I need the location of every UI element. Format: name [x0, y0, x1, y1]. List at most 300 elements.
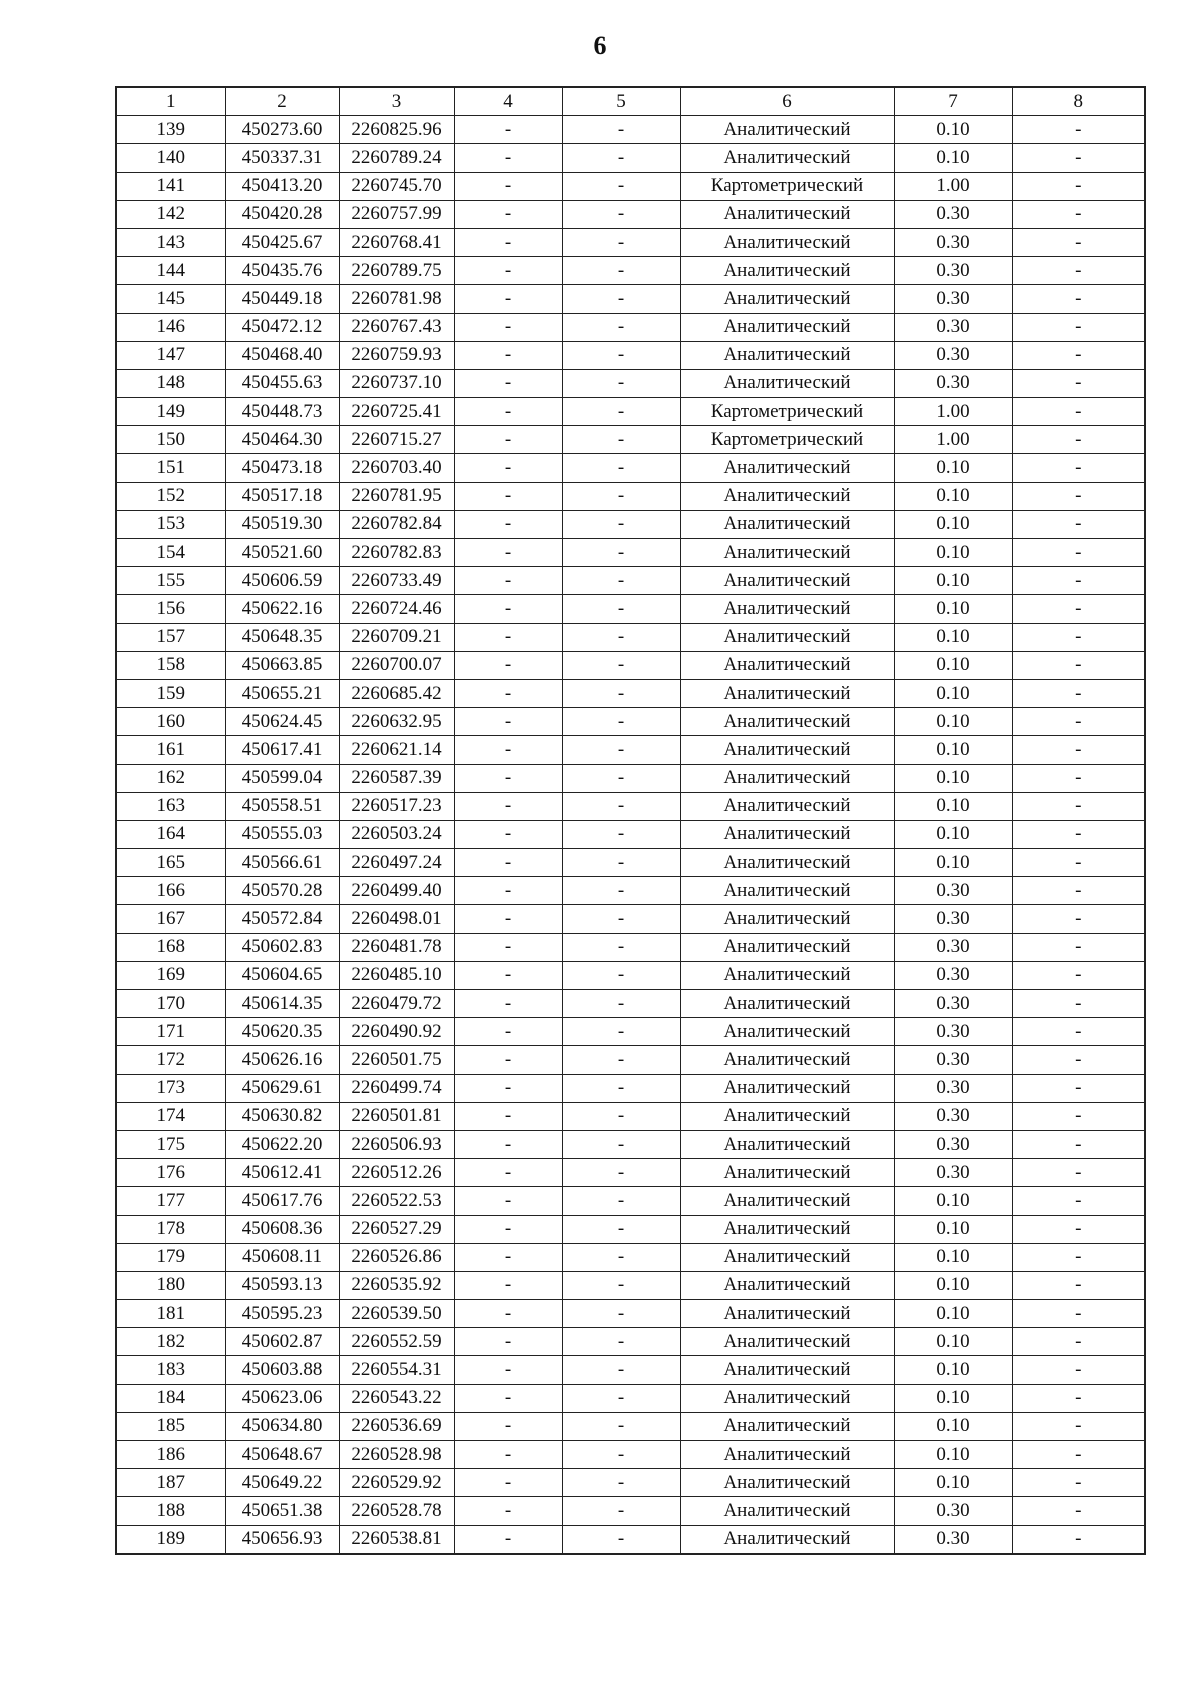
- table-cell-col-point-number: 180: [116, 1271, 225, 1299]
- table-cell-col-method: Аналитический: [680, 1130, 894, 1158]
- table-cell-col-5: -: [562, 1497, 680, 1525]
- table-cell-col-point-number: 164: [116, 820, 225, 848]
- table-cell-col-accuracy: 0.10: [894, 1412, 1012, 1440]
- table-cell-col-4: -: [454, 990, 562, 1018]
- table-row: [116, 398, 1145, 426]
- table-row: [116, 144, 1145, 172]
- table-cell-col-point-number: 175: [116, 1130, 225, 1158]
- table-cell-col-y-coordinate: 2260781.98: [339, 285, 454, 313]
- table-cell-col-8: -: [1012, 1356, 1145, 1384]
- table-row: [116, 567, 1145, 595]
- table-cell-col-5: -: [562, 228, 680, 256]
- table-cell-col-8: -: [1012, 144, 1145, 172]
- table-cell-col-5: -: [562, 116, 680, 144]
- table-row: [116, 764, 1145, 792]
- table-cell-col-accuracy: 0.10: [894, 1215, 1012, 1243]
- table-cell-col-method: Аналитический: [680, 1215, 894, 1243]
- table-cell-col-5: -: [562, 341, 680, 369]
- table-cell-col-accuracy: 0.30: [894, 228, 1012, 256]
- table-row: [116, 200, 1145, 228]
- table-cell-col-4: -: [454, 285, 562, 313]
- table-cell-col-x-coordinate: 450620.35: [225, 1018, 339, 1046]
- table-cell-col-x-coordinate: 450629.61: [225, 1074, 339, 1102]
- table-cell-col-5: -: [562, 990, 680, 1018]
- table-cell-col-method: Аналитический: [680, 369, 894, 397]
- table-cell-col-point-number: 187: [116, 1469, 225, 1497]
- table-cell-col-accuracy: 0.30: [894, 961, 1012, 989]
- table-cell-col-x-coordinate: 450622.20: [225, 1130, 339, 1158]
- table-cell-col-8: -: [1012, 933, 1145, 961]
- table-cell-col-accuracy: 0.30: [894, 313, 1012, 341]
- table-cell-col-8: -: [1012, 539, 1145, 567]
- table-cell-col-method: Аналитический: [680, 990, 894, 1018]
- table-cell-col-4: -: [454, 1159, 562, 1187]
- table-cell-col-method: Картометрический: [680, 172, 894, 200]
- table-row: [116, 651, 1145, 679]
- table-cell-col-accuracy: 0.30: [894, 257, 1012, 285]
- table-cell-col-8: -: [1012, 1441, 1145, 1469]
- table-cell-col-method: Аналитический: [680, 1102, 894, 1130]
- table-cell-col-4: -: [454, 1187, 562, 1215]
- table-cell-col-5: -: [562, 1469, 680, 1497]
- table-cell-col-accuracy: 0.10: [894, 1328, 1012, 1356]
- table-cell-col-4: -: [454, 961, 562, 989]
- table-cell-col-method: Аналитический: [680, 1384, 894, 1412]
- table-cell-col-accuracy: 0.10: [894, 510, 1012, 538]
- table-cell-col-4: -: [454, 1469, 562, 1497]
- table-cell-col-point-number: 170: [116, 990, 225, 1018]
- table-row: [116, 792, 1145, 820]
- header-cell-col-4: 4: [454, 87, 562, 116]
- table-cell-col-5: -: [562, 285, 680, 313]
- table-cell-col-8: -: [1012, 820, 1145, 848]
- table-cell-col-method: Аналитический: [680, 567, 894, 595]
- table-row: [116, 426, 1145, 454]
- table-cell-col-4: -: [454, 1441, 562, 1469]
- table-cell-col-accuracy: 0.10: [894, 144, 1012, 172]
- table-cell-col-y-coordinate: 2260517.23: [339, 792, 454, 820]
- table-cell-col-method: Аналитический: [680, 1412, 894, 1440]
- table-cell-col-x-coordinate: 450656.93: [225, 1525, 339, 1554]
- table-cell-col-point-number: 179: [116, 1243, 225, 1271]
- table-cell-col-accuracy: 0.30: [894, 1497, 1012, 1525]
- table-cell-col-y-coordinate: 2260506.93: [339, 1130, 454, 1158]
- table-header-row: [116, 87, 1145, 116]
- table-cell-col-4: -: [454, 679, 562, 707]
- table-cell-col-x-coordinate: 450630.82: [225, 1102, 339, 1130]
- table-cell-col-x-coordinate: 450602.87: [225, 1328, 339, 1356]
- table-row: [116, 1018, 1145, 1046]
- table-cell-col-4: -: [454, 1243, 562, 1271]
- table-row: [116, 679, 1145, 707]
- table-cell-col-5: -: [562, 1328, 680, 1356]
- table-cell-col-8: -: [1012, 849, 1145, 877]
- table-cell-col-x-coordinate: 450622.16: [225, 595, 339, 623]
- table-cell-col-accuracy: 0.10: [894, 1187, 1012, 1215]
- table-cell-col-x-coordinate: 450566.61: [225, 849, 339, 877]
- table-cell-col-point-number: 174: [116, 1102, 225, 1130]
- table-cell-col-x-coordinate: 450649.22: [225, 1469, 339, 1497]
- table-cell-col-x-coordinate: 450464.30: [225, 426, 339, 454]
- table-row: [116, 1159, 1145, 1187]
- table-cell-col-accuracy: 0.30: [894, 1130, 1012, 1158]
- table-cell-col-method: Аналитический: [680, 651, 894, 679]
- table-cell-col-4: -: [454, 510, 562, 538]
- table-cell-col-y-coordinate: 2260621.14: [339, 736, 454, 764]
- table-cell-col-8: -: [1012, 1187, 1145, 1215]
- table-cell-col-5: -: [562, 792, 680, 820]
- table-cell-col-y-coordinate: 2260737.10: [339, 369, 454, 397]
- table-cell-col-accuracy: 0.30: [894, 905, 1012, 933]
- table-row: [116, 228, 1145, 256]
- table-cell-col-accuracy: 0.10: [894, 116, 1012, 144]
- table-cell-col-x-coordinate: 450663.85: [225, 651, 339, 679]
- table-cell-col-point-number: 162: [116, 764, 225, 792]
- table-cell-col-8: -: [1012, 1130, 1145, 1158]
- table-cell-col-method: Аналитический: [680, 1497, 894, 1525]
- table-cell-col-point-number: 186: [116, 1441, 225, 1469]
- table-cell-col-8: -: [1012, 1102, 1145, 1130]
- table-cell-col-accuracy: 0.10: [894, 679, 1012, 707]
- table-cell-col-point-number: 188: [116, 1497, 225, 1525]
- table-row: [116, 595, 1145, 623]
- table-cell-col-4: -: [454, 116, 562, 144]
- table-cell-col-accuracy: 0.30: [894, 877, 1012, 905]
- table-cell-col-8: -: [1012, 369, 1145, 397]
- table-cell-col-5: -: [562, 1243, 680, 1271]
- table-cell-col-8: -: [1012, 200, 1145, 228]
- table-cell-col-5: -: [562, 510, 680, 538]
- table-cell-col-y-coordinate: 2260538.81: [339, 1525, 454, 1554]
- table-cell-col-8: -: [1012, 877, 1145, 905]
- table-cell-col-point-number: 146: [116, 313, 225, 341]
- table-cell-col-y-coordinate: 2260789.24: [339, 144, 454, 172]
- table-cell-col-4: -: [454, 539, 562, 567]
- table-cell-col-method: Аналитический: [680, 933, 894, 961]
- table-cell-col-method: Аналитический: [680, 1046, 894, 1074]
- table-cell-col-accuracy: 0.30: [894, 990, 1012, 1018]
- table-cell-col-point-number: 158: [116, 651, 225, 679]
- table-cell-col-5: -: [562, 567, 680, 595]
- table-cell-col-method: Аналитический: [680, 285, 894, 313]
- table-cell-col-accuracy: 0.10: [894, 567, 1012, 595]
- table-cell-col-y-coordinate: 2260725.41: [339, 398, 454, 426]
- table-cell-col-point-number: 166: [116, 877, 225, 905]
- coordinates-table: [115, 86, 1146, 1555]
- table-cell-col-x-coordinate: 450420.28: [225, 200, 339, 228]
- header-cell-col-accuracy: 7: [894, 87, 1012, 116]
- table-cell-col-accuracy: 0.10: [894, 708, 1012, 736]
- table-cell-col-5: -: [562, 172, 680, 200]
- table-cell-col-point-number: 153: [116, 510, 225, 538]
- table-cell-col-x-coordinate: 450337.31: [225, 144, 339, 172]
- table-cell-col-accuracy: 0.30: [894, 1102, 1012, 1130]
- table-cell-col-x-coordinate: 450468.40: [225, 341, 339, 369]
- table-cell-col-y-coordinate: 2260733.49: [339, 567, 454, 595]
- table-cell-col-8: -: [1012, 228, 1145, 256]
- table-cell-col-8: -: [1012, 990, 1145, 1018]
- table-cell-col-5: -: [562, 933, 680, 961]
- table-cell-col-x-coordinate: 450455.63: [225, 369, 339, 397]
- table-cell-col-x-coordinate: 450521.60: [225, 539, 339, 567]
- table-cell-col-4: -: [454, 933, 562, 961]
- table-cell-col-5: -: [562, 961, 680, 989]
- table-cell-col-x-coordinate: 450599.04: [225, 764, 339, 792]
- table-cell-col-4: -: [454, 454, 562, 482]
- table-cell-col-5: -: [562, 1271, 680, 1299]
- table-cell-col-4: -: [454, 228, 562, 256]
- table-cell-col-accuracy: 0.10: [894, 736, 1012, 764]
- table-cell-col-5: -: [562, 398, 680, 426]
- table-cell-col-y-coordinate: 2260789.75: [339, 257, 454, 285]
- table-row: [116, 1441, 1145, 1469]
- table-cell-col-point-number: 156: [116, 595, 225, 623]
- table-cell-col-y-coordinate: 2260497.24: [339, 849, 454, 877]
- table-row: [116, 877, 1145, 905]
- table-cell-col-8: -: [1012, 341, 1145, 369]
- table-cell-col-x-coordinate: 450617.41: [225, 736, 339, 764]
- table-cell-col-method: Аналитический: [680, 961, 894, 989]
- table-cell-col-4: -: [454, 172, 562, 200]
- table-row: [116, 313, 1145, 341]
- table-cell-col-5: -: [562, 426, 680, 454]
- table-cell-col-x-coordinate: 450595.23: [225, 1300, 339, 1328]
- table-cell-col-accuracy: 0.30: [894, 285, 1012, 313]
- table-cell-col-y-coordinate: 2260526.86: [339, 1243, 454, 1271]
- table-cell-col-method: Аналитический: [680, 257, 894, 285]
- table-cell-col-method: Аналитический: [680, 595, 894, 623]
- table-cell-col-method: Аналитический: [680, 623, 894, 651]
- table-cell-col-method: Аналитический: [680, 820, 894, 848]
- table-cell-col-method: Аналитический: [680, 1469, 894, 1497]
- table-cell-col-8: -: [1012, 1469, 1145, 1497]
- table-cell-col-y-coordinate: 2260528.78: [339, 1497, 454, 1525]
- table-cell-col-5: -: [562, 200, 680, 228]
- table-cell-col-4: -: [454, 764, 562, 792]
- table-cell-col-point-number: 185: [116, 1412, 225, 1440]
- table-cell-col-accuracy: 0.10: [894, 1300, 1012, 1328]
- table-cell-col-8: -: [1012, 1046, 1145, 1074]
- table-cell-col-5: -: [562, 877, 680, 905]
- table-cell-col-point-number: 168: [116, 933, 225, 961]
- table-cell-col-method: Аналитический: [680, 539, 894, 567]
- table-cell-col-5: -: [562, 1300, 680, 1328]
- table-row: [116, 1102, 1145, 1130]
- table-cell-col-accuracy: 0.30: [894, 1159, 1012, 1187]
- table-cell-col-5: -: [562, 679, 680, 707]
- table-cell-col-accuracy: 0.30: [894, 933, 1012, 961]
- table-cell-col-point-number: 139: [116, 116, 225, 144]
- table-cell-col-y-coordinate: 2260767.43: [339, 313, 454, 341]
- table-cell-col-method: Аналитический: [680, 679, 894, 707]
- table-cell-col-accuracy: 0.10: [894, 1441, 1012, 1469]
- table-cell-col-point-number: 159: [116, 679, 225, 707]
- table-cell-col-point-number: 182: [116, 1328, 225, 1356]
- table-cell-col-8: -: [1012, 961, 1145, 989]
- table-row: [116, 285, 1145, 313]
- table-cell-col-y-coordinate: 2260535.92: [339, 1271, 454, 1299]
- table-cell-col-5: -: [562, 1356, 680, 1384]
- table-cell-col-x-coordinate: 450624.45: [225, 708, 339, 736]
- table-cell-col-accuracy: 0.10: [894, 764, 1012, 792]
- table-header: [116, 87, 1145, 116]
- table-row: [116, 905, 1145, 933]
- table-cell-col-method: Аналитический: [680, 1525, 894, 1554]
- table-cell-col-4: -: [454, 1130, 562, 1158]
- table-cell-col-accuracy: 0.10: [894, 1469, 1012, 1497]
- table-cell-col-accuracy: 0.10: [894, 539, 1012, 567]
- table-cell-col-point-number: 147: [116, 341, 225, 369]
- table-cell-col-y-coordinate: 2260825.96: [339, 116, 454, 144]
- table-cell-col-5: -: [562, 257, 680, 285]
- table-cell-col-y-coordinate: 2260522.53: [339, 1187, 454, 1215]
- table-cell-col-8: -: [1012, 1525, 1145, 1554]
- table-cell-col-x-coordinate: 450623.06: [225, 1384, 339, 1412]
- table-cell-col-4: -: [454, 1328, 562, 1356]
- table-cell-col-x-coordinate: 450614.35: [225, 990, 339, 1018]
- table-cell-col-x-coordinate: 450603.88: [225, 1356, 339, 1384]
- table-cell-col-accuracy: 0.30: [894, 1525, 1012, 1554]
- table-cell-col-accuracy: 0.30: [894, 1074, 1012, 1102]
- table-cell-col-4: -: [454, 341, 562, 369]
- table-cell-col-8: -: [1012, 313, 1145, 341]
- table-cell-col-point-number: 142: [116, 200, 225, 228]
- table-cell-col-y-coordinate: 2260709.21: [339, 623, 454, 651]
- table-cell-col-5: -: [562, 144, 680, 172]
- table-cell-col-method: Аналитический: [680, 877, 894, 905]
- table-cell-col-5: -: [562, 595, 680, 623]
- table-cell-col-method: Аналитический: [680, 1328, 894, 1356]
- table-cell-col-accuracy: 0.30: [894, 200, 1012, 228]
- table-cell-col-5: -: [562, 482, 680, 510]
- table-cell-col-y-coordinate: 2260724.46: [339, 595, 454, 623]
- table-cell-col-method: Аналитический: [680, 313, 894, 341]
- table-row: [116, 990, 1145, 1018]
- table-cell-col-5: -: [562, 1074, 680, 1102]
- table-row: [116, 454, 1145, 482]
- table-cell-col-5: -: [562, 539, 680, 567]
- table-cell-col-y-coordinate: 2260498.01: [339, 905, 454, 933]
- table-row: [116, 1243, 1145, 1271]
- table-cell-col-y-coordinate: 2260499.74: [339, 1074, 454, 1102]
- table-cell-col-method: Аналитический: [680, 510, 894, 538]
- table-cell-col-method: Аналитический: [680, 764, 894, 792]
- table-cell-col-method: Аналитический: [680, 1441, 894, 1469]
- table-cell-col-accuracy: 1.00: [894, 172, 1012, 200]
- table-cell-col-x-coordinate: 450558.51: [225, 792, 339, 820]
- table-cell-col-x-coordinate: 450472.12: [225, 313, 339, 341]
- table-cell-col-4: -: [454, 313, 562, 341]
- table-cell-col-method: Аналитический: [680, 736, 894, 764]
- table-cell-col-4: -: [454, 398, 562, 426]
- table-row: [116, 1525, 1145, 1554]
- table-cell-col-accuracy: 1.00: [894, 426, 1012, 454]
- table-cell-col-method: Аналитический: [680, 228, 894, 256]
- table-cell-col-4: -: [454, 1018, 562, 1046]
- table-cell-col-4: -: [454, 1271, 562, 1299]
- table-row: [116, 820, 1145, 848]
- table-cell-col-5: -: [562, 820, 680, 848]
- table-cell-col-method: Аналитический: [680, 1243, 894, 1271]
- table-cell-col-x-coordinate: 450655.21: [225, 679, 339, 707]
- table-row: [116, 933, 1145, 961]
- table-cell-col-y-coordinate: 2260768.41: [339, 228, 454, 256]
- table-cell-col-x-coordinate: 450648.67: [225, 1441, 339, 1469]
- table-cell-col-y-coordinate: 2260539.50: [339, 1300, 454, 1328]
- table-cell-col-5: -: [562, 708, 680, 736]
- table-row: [116, 1187, 1145, 1215]
- table-cell-col-method: Аналитический: [680, 849, 894, 877]
- table-cell-col-4: -: [454, 905, 562, 933]
- table-row: [116, 172, 1145, 200]
- table-cell-col-point-number: 154: [116, 539, 225, 567]
- table-cell-col-8: -: [1012, 172, 1145, 200]
- table-cell-col-y-coordinate: 2260703.40: [339, 454, 454, 482]
- table-cell-col-method: Аналитический: [680, 116, 894, 144]
- table-cell-col-x-coordinate: 450517.18: [225, 482, 339, 510]
- table-row: [116, 1300, 1145, 1328]
- table-cell-col-y-coordinate: 2260536.69: [339, 1412, 454, 1440]
- table-cell-col-x-coordinate: 450448.73: [225, 398, 339, 426]
- table-cell-col-5: -: [562, 905, 680, 933]
- table-cell-col-accuracy: 0.10: [894, 1243, 1012, 1271]
- table-cell-col-x-coordinate: 450425.67: [225, 228, 339, 256]
- table-cell-col-x-coordinate: 450612.41: [225, 1159, 339, 1187]
- table-cell-col-4: -: [454, 369, 562, 397]
- table-row: [116, 116, 1145, 144]
- table-cell-col-8: -: [1012, 426, 1145, 454]
- table-cell-col-8: -: [1012, 510, 1145, 538]
- table-cell-col-accuracy: 0.30: [894, 369, 1012, 397]
- table-cell-col-accuracy: 0.10: [894, 792, 1012, 820]
- table-cell-col-method: Аналитический: [680, 708, 894, 736]
- table-cell-col-y-coordinate: 2260527.29: [339, 1215, 454, 1243]
- table-cell-col-y-coordinate: 2260512.26: [339, 1159, 454, 1187]
- table-cell-col-accuracy: 0.10: [894, 1356, 1012, 1384]
- table-cell-col-y-coordinate: 2260552.59: [339, 1328, 454, 1356]
- table-cell-col-8: -: [1012, 1384, 1145, 1412]
- header-cell-col-method: 6: [680, 87, 894, 116]
- table-cell-col-point-number: 144: [116, 257, 225, 285]
- table-cell-col-8: -: [1012, 1300, 1145, 1328]
- table-cell-col-method: Аналитический: [680, 1074, 894, 1102]
- table-cell-col-y-coordinate: 2260715.27: [339, 426, 454, 454]
- table-cell-col-point-number: 157: [116, 623, 225, 651]
- table-cell-col-5: -: [562, 1412, 680, 1440]
- table-cell-col-5: -: [562, 1102, 680, 1130]
- table-cell-col-5: -: [562, 736, 680, 764]
- table-cell-col-8: -: [1012, 567, 1145, 595]
- table-cell-col-8: -: [1012, 792, 1145, 820]
- table-cell-col-4: -: [454, 1412, 562, 1440]
- table-cell-col-8: -: [1012, 398, 1145, 426]
- table-cell-col-x-coordinate: 450604.65: [225, 961, 339, 989]
- table-cell-col-point-number: 148: [116, 369, 225, 397]
- table-cell-col-4: -: [454, 792, 562, 820]
- table-row: [116, 961, 1145, 989]
- table-cell-col-5: -: [562, 454, 680, 482]
- table-cell-col-4: -: [454, 1046, 562, 1074]
- table-cell-col-point-number: 140: [116, 144, 225, 172]
- table-cell-col-4: -: [454, 1356, 562, 1384]
- table-cell-col-point-number: 176: [116, 1159, 225, 1187]
- table-cell-col-accuracy: 0.30: [894, 341, 1012, 369]
- table-cell-col-y-coordinate: 2260745.70: [339, 172, 454, 200]
- table-cell-col-point-number: 141: [116, 172, 225, 200]
- table-cell-col-accuracy: 0.10: [894, 849, 1012, 877]
- header-cell-col-point-number: 1: [116, 87, 225, 116]
- table-cell-col-method: Аналитический: [680, 144, 894, 172]
